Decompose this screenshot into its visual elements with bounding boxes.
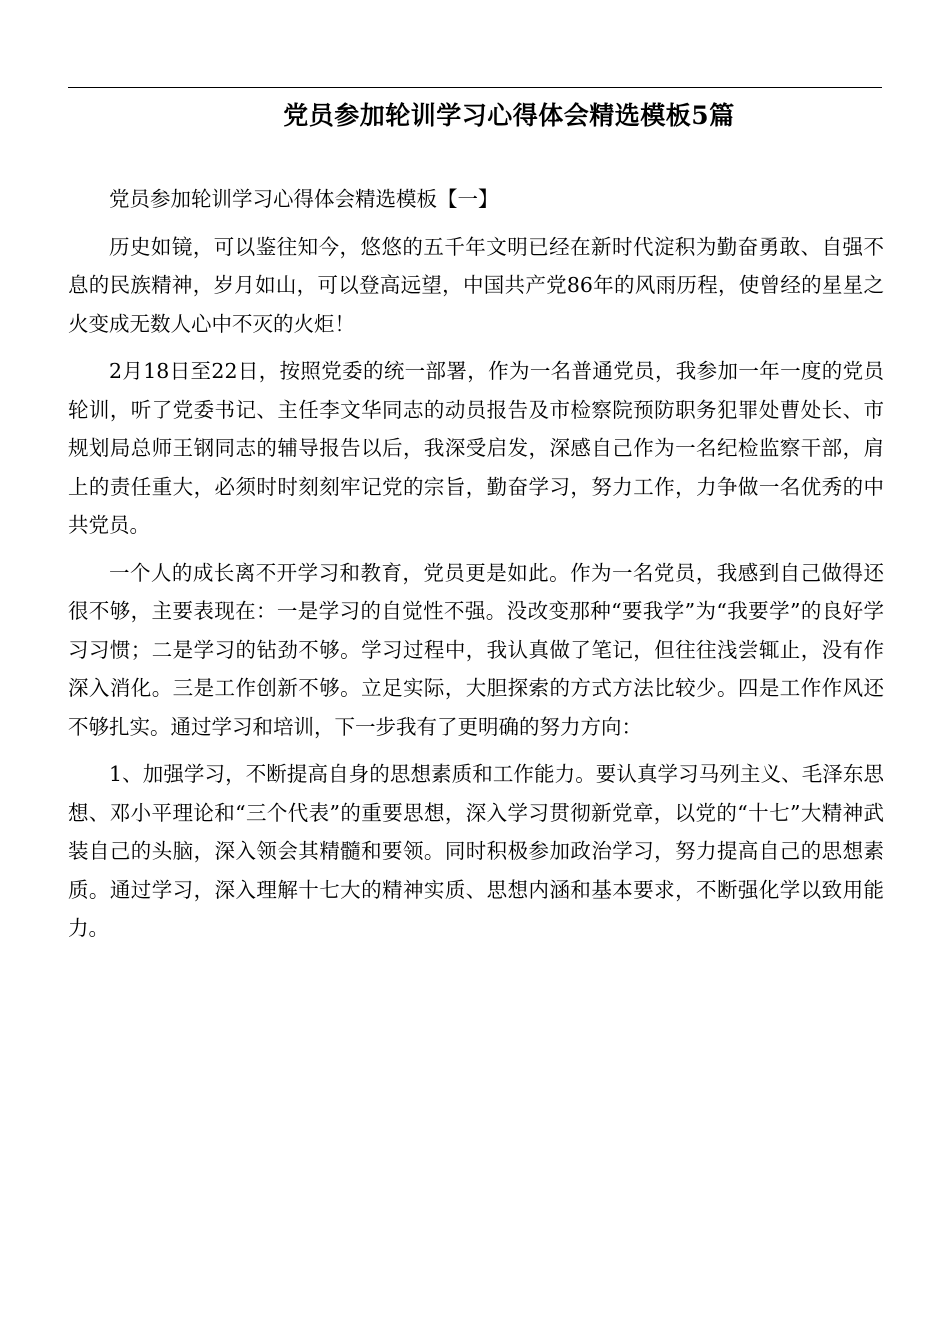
paragraph: 1、加强学习，不断提高自身的思想素质和工作能力。要认真学习马列主义、毛泽东思想、邓小平理论和“三个代表”的重要思想，深入学习贯彻新党章，以党的“十七”大精神武装自己的头脑，深入领会其精髓和要领。同时积极参加政治学习，努力提高自己的思想素质。通过学习，深入理解十七大的精神实质、思想内涵和基本要求，不断强化学以致用能力。	[68, 762, 884, 940]
document-body	[68, 180, 884, 957]
header-rule	[68, 87, 882, 88]
paragraph: 2月18日至22日，按照党委的统一部署，作为一名普通党员，我参加一年一度的党员轮训，听了党委书记、主任李文华同志的动员报告及市检察院预防职务犯罪处曹处长、市规划局总师王钢同志的辅导报告以后，我深受启发，深感自己作为一名纪检监察干部，肩上的责任重大，必须时时刻刻牢记党的宗旨，勤奋学习，努力工作，力争做一名优秀的中共党员。	[68, 359, 884, 537]
section-heading: 党员参加轮训学习心得体会精选模板【一】	[109, 187, 499, 211]
document-title: 党员参加轮训学习心得体会精选模板5篇	[283, 101, 735, 130]
paragraph: 一个人的成长离不开学习和教育，党员更是如此。作为一名党员，我感到自己做得还很不够，主要表现在：一是学习的自觉性不强。没改变那种“要我学”为“我要学”的良好学习习惯；二是学习的钻劲不够。学习过程中，我认真做了笔记，但往往浅尝辄止，没有作深入消化。三是工作创新不够。立足实际，大胆探索的方式方法比较少。四是工作作风还不够扎实。通过学习和培训，下一步我有了更明确的努力方向：	[68, 560, 884, 739]
paragraph: 历史如镜，可以鉴往知今，悠悠的五千年文明已经在新时代淀积为勤奋勇敢、自强不息的民族精神，岁月如山，可以登高远望，中国共产党86年的风雨历程，使曾经的星星之火变成无数人心中不灭的火炬！	[68, 234, 884, 336]
